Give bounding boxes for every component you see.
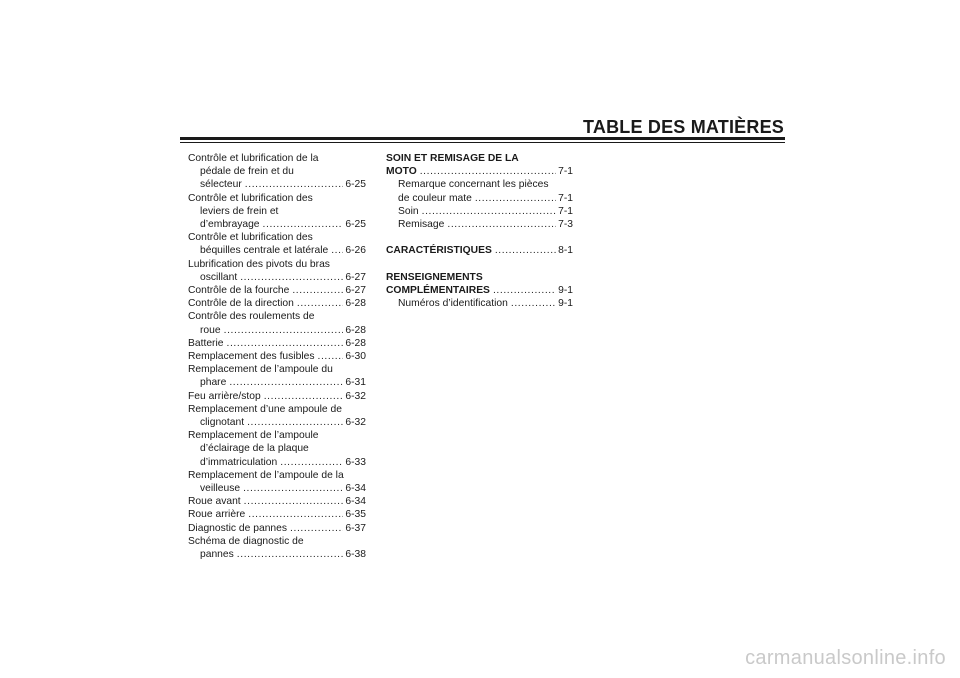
toc-page-number: 6-27 [345,271,366,283]
toc-entry-row [188,218,366,231]
toc-entry[interactable] [386,297,573,310]
dot-leader [290,522,343,535]
toc-page-number: 6-35 [345,509,366,521]
toc-entry[interactable] [188,535,366,561]
toc-page-number: 6-37 [345,522,366,534]
toc-entry-line: d’éclairage de la plaque [200,443,309,455]
toc-entry-row [386,244,573,257]
toc-entry-text: Contrôle de la fourche [188,285,290,297]
toc-entry-row [188,482,366,495]
toc-entry-text: CARACTÉRISTIQUES [386,245,492,257]
toc-entry[interactable] [188,403,366,429]
dot-leader [229,376,343,389]
dot-leader [243,482,343,495]
toc-entry-text: Feu arrière/stop [188,390,261,402]
toc-page-number: 7-1 [558,205,573,217]
toc-entry-row [188,548,366,561]
toc-entry-text: d’immatriculation [200,456,278,468]
toc-entry-text: de couleur mate [398,192,472,204]
toc-entry-text: d’embrayage [200,219,260,231]
dot-leader [495,244,556,257]
toc-entry-row [386,205,573,218]
toc-page-number: 6-34 [345,496,366,508]
dot-leader [511,297,556,310]
toc-entry-line: Schéma de diagnostic de [188,535,304,547]
dot-leader [447,218,556,231]
toc-page-number: 6-28 [345,298,366,310]
toc-entry-line: Contrôle et lubrification des [188,232,313,244]
toc-page-number: 6-30 [345,351,366,363]
toc-entry[interactable] [188,363,366,389]
toc-entry[interactable] [188,429,366,469]
dot-leader [297,297,344,310]
toc-entry[interactable] [188,284,366,297]
toc-entry-row [188,324,366,337]
toc-page-number: 6-31 [345,377,366,389]
toc-entry-text: Numéros d’identification [398,298,508,310]
toc-page-number: 9-1 [558,298,573,310]
toc-left-column [188,152,366,561]
toc-entry[interactable] [188,297,366,310]
toc-entry-row [188,376,366,389]
toc-page-number: 6-38 [345,549,366,561]
dot-leader [292,284,343,297]
dot-leader [263,218,344,231]
watermark-text: carmanualsonline.info [745,647,946,669]
toc-entry-row [188,508,366,521]
toc-entry-text: COMPLÉMENTAIRES [386,285,490,296]
toc-page-number: 7-1 [558,166,573,178]
toc-entry[interactable] [188,350,366,363]
toc-page-number: 6-34 [345,483,366,495]
toc-entry-line: Remarque concernant les pièces [398,179,549,191]
toc-entry-line: RENSEIGNEMENTS [386,271,483,283]
title-rule-thick [180,137,785,140]
toc-page-number: 9-1 [558,285,573,296]
toc-entry[interactable] [188,469,366,495]
toc-entry-row [386,218,573,231]
toc-entry[interactable] [386,178,573,204]
toc-entry-text: béquilles centrale et latérale [200,245,329,257]
toc-entry-line: Remplacement de l’ampoule de la [188,469,344,481]
toc-entry[interactable] [386,205,573,218]
dot-leader [244,495,344,508]
toc-entry-text: Roue avant [188,496,241,508]
dot-leader [224,324,344,337]
toc-page-number: 7-1 [558,192,573,204]
toc-entry[interactable] [188,192,366,232]
toc-entry-row [188,350,366,363]
toc-entry-text: clignotant [200,417,245,429]
toc-entry[interactable] [188,390,366,403]
toc-entry-row [188,271,366,284]
toc-entry-line: pédale de frein et du [200,166,294,178]
dot-leader [493,284,556,297]
dot-leader [245,178,344,191]
toc-entry-text: phare [200,377,227,389]
toc-entry[interactable] [188,310,366,336]
dot-leader [227,337,344,350]
toc-entry-line: leviers de frein et [200,205,279,217]
toc-entry-text: Batterie [188,337,224,349]
toc-entry-text: pannes [200,549,234,561]
toc-page-number: 6-32 [345,390,366,402]
toc-entry[interactable] [188,337,366,350]
toc-entry-text: Soin [398,205,419,217]
toc-entry-row [188,244,366,257]
toc-entry-text: Remplacement des fusibles [188,351,315,363]
toc-section-heading[interactable] [386,271,573,297]
dot-leader [317,350,343,363]
toc-entry-row [188,178,366,191]
toc-entry-line: Remplacement de l’ampoule du [188,364,333,376]
toc-section-heading[interactable] [386,244,573,257]
dot-leader [475,192,556,205]
toc-entry[interactable] [386,218,573,231]
toc-page-number: 6-25 [345,219,366,231]
dot-leader [280,456,343,469]
toc-entry[interactable] [188,152,366,192]
toc-entry-line: Contrôle et lubrification de la [188,153,319,164]
toc-page-number: 7-3 [558,219,573,231]
toc-entry[interactable] [188,258,366,284]
toc-page-number: 6-33 [345,456,366,468]
dot-leader [240,271,343,284]
toc-page-number: 6-28 [345,337,366,349]
toc-page-number: 6-27 [345,285,366,297]
dot-leader [247,416,343,429]
toc-entry-row [188,390,366,403]
toc-page-number: 6-32 [345,417,366,429]
toc-page-number: 6-26 [345,245,366,257]
dot-leader [264,390,344,403]
title-rule-thin [180,142,785,143]
toc-entry-text: MOTO [386,166,417,178]
toc-entry-line: SOIN ET REMISAGE DE LA [386,153,519,164]
toc-entry-text: sélecteur [200,179,242,191]
toc-entry-text: Remisage [398,219,445,231]
dot-leader [422,205,557,218]
toc-entry[interactable] [188,231,366,257]
toc-entry-line: Contrôle des roulements de [188,311,315,323]
toc-entry-row [188,495,366,508]
toc-entry-row [386,192,573,205]
toc-entry[interactable] [188,508,366,521]
toc-page-number: 8-1 [558,245,573,257]
toc-entry-line: Remplacement de l’ampoule [188,430,319,442]
dot-leader [420,165,556,178]
toc-entry-row [386,165,573,178]
section-gap [386,258,573,271]
toc-entry-row [188,522,366,535]
toc-entry-text: Contrôle de la direction [188,298,294,310]
toc-entry-text: Diagnostic de pannes [188,522,288,534]
toc-entry-text: roue [200,324,221,336]
toc-entry-row [386,284,573,297]
toc-entry-text: Roue arrière [188,509,246,521]
toc-entry[interactable] [188,495,366,508]
toc-entry-row [188,284,366,297]
toc-entry-row [188,416,366,429]
toc-entry-row [188,456,366,469]
dot-leader [248,508,343,521]
toc-entry-text: oscillant [200,271,238,283]
toc-section-heading[interactable] [386,152,573,178]
toc-right-column [386,152,573,310]
page-title: TABLE DES MATIÈRES [583,117,784,137]
dot-leader [331,244,343,257]
toc-entry-row [188,337,366,350]
toc-page-number: 6-25 [345,179,366,191]
toc-entry-line: Lubrification des pivots du bras [188,258,330,270]
section-gap [386,231,573,244]
toc-entry[interactable] [188,522,366,535]
toc-entry-row [386,297,573,310]
dot-leader [237,548,344,561]
toc-page-number: 6-28 [345,324,366,336]
toc-entry-line: Remplacement d’une ampoule de [188,403,342,415]
toc-entry-text: veilleuse [200,483,241,495]
toc-entry-line: Contrôle et lubrification des [188,192,313,204]
toc-entry-row [188,297,366,310]
